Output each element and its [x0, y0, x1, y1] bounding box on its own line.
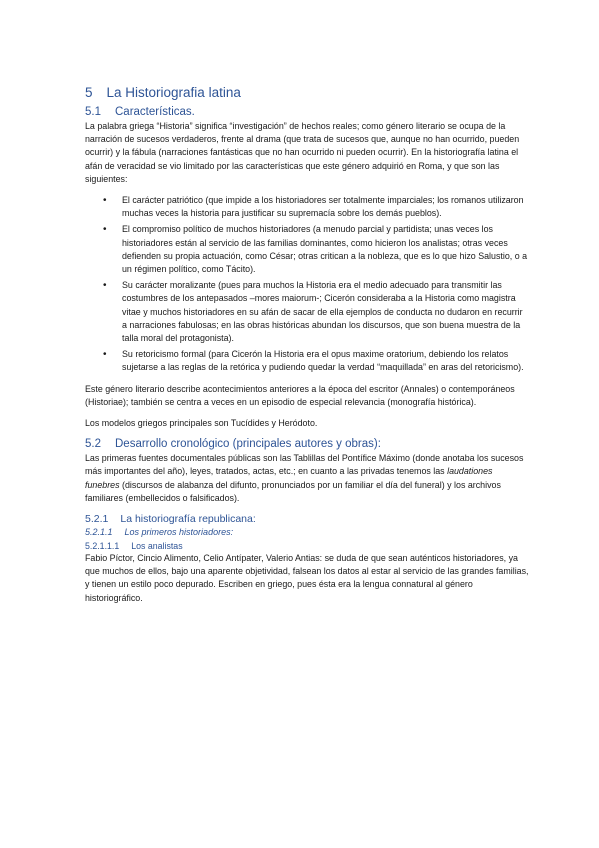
heading-5-2-1-number: 5.2.1 — [85, 513, 109, 526]
sources-text-a: Las primeras fuentes documentales públicas son las Tablillas del Pontífice Máximo (donde anotaba los sucesos más importantes del año), leyes, tratados, actas, etc.; en cuanto a las privadas tenemos las — [85, 453, 524, 477]
heading-5-1-number: 5.1 — [85, 106, 101, 118]
heading-5-2-1-1-1-title: Los analistas — [131, 541, 183, 552]
list-item-text: El carácter patriótico (que impide a los historiadores ser totalmente imparciales; los romanos utilizaron muchas veces la historia para justificar su supremacía sobre los demás pueblos). — [122, 195, 524, 219]
heading-5-2-title: Desarrollo cronológico (principales autores y obras): — [115, 438, 381, 451]
list-item-text: Su retoricismo formal (para Cicerón la Historia era el opus maxime oratorium, debiendo los relatos sujetarse a las reglas de la retórica y pudiendo quedar la verdad “maquillada” en aras del retoricismo). — [122, 349, 524, 373]
heading-1-title: La Historiografia latina — [106, 85, 241, 100]
list-item-text: Su carácter moralizante (pues para muchos la Historia era el medio adecuado para transmitir las costumbres de los antepasados –mores maiorum-; Cicerón consideraba a la Historia como magistra vitae y muchos historiadores en su afán de sacar de ella ejemplos de conducta no dudaron en recurrir a narraciones fabulosas; en las obras históricas abundan los discursos, que son buena muestra de la talla moral del protagonista). — [122, 280, 523, 344]
intro-paragraph: La palabra griega “Historia” significa “investigación” de hechos reales; como género literario se ocupa de la narración de sucesos verdaderos, frente al drama (que trata de sucesos que, aunque no han ocurrido, pueden ocurrir) y la fábula (narraciones fantásticas que no han ocurrido ni pueden ocurrir). En la historiografía latina el afán de veracidad se vio limitado por las características que este género adquirió en Roma, y que son las siguientes: — [85, 121, 520, 184]
list-item — [85, 348, 529, 374]
analistas-paragraph: Fabio Píctor, Cincio Alimento, Celio Antípater, Valerio Antias: se duda de que sean auténticos historiadores, ya que muchos de ellos, bajo una aparente objetividad, falsean los datos al estar al servicio de las grandes familias, y tienen un estilo poco depurado. Escriben en griego, pues ésta era la lengua connatural al género historiográfico. — [85, 553, 529, 603]
list-item — [85, 194, 529, 220]
heading-1 — [85, 85, 529, 100]
heading-5-1-title: Características. — [115, 106, 195, 118]
heading-5-2-1-1-1 — [85, 541, 529, 551]
heading-5-2-1-1 — [85, 527, 529, 537]
list-item-text: El compromiso político de muchos historiadores (a menudo parcial y partidista; unas veces los historiadores están al servicio de las familias dominantes, como hicieron los analistas; otras veces defienden su propia actuación, como César; otras critican a la nobleza, que es lo que hizo Salustio, o a un régimen político, como Tácito). — [122, 224, 528, 275]
heading-5-2-1 — [85, 513, 529, 525]
heading-5-2-1-1-1-number: 5.2.1.1.1 — [85, 541, 120, 552]
bullet-icon: • — [103, 195, 107, 207]
characteristics-list — [85, 194, 529, 375]
heading-5-2-1-title: La historiografía republicana: — [120, 513, 256, 526]
models-paragraph: Los modelos griegos principales son Tucídides y Heródoto. — [85, 418, 318, 429]
sources-paragraph — [85, 452, 529, 505]
heading-5-2-1-1-title: Los primeros historiadores: — [124, 527, 234, 538]
heading-5-2 — [85, 438, 529, 450]
heading-5-2-number: 5.2 — [85, 438, 101, 451]
sources-text-italic: laudationes funebres — [85, 466, 493, 490]
list-item — [85, 279, 529, 345]
bullet-icon: • — [103, 280, 107, 292]
list-item — [85, 223, 529, 276]
heading-5-2-1-1-number: 5.2.1.1 — [85, 527, 113, 538]
sources-text-b: (discursos de alabanza del difunto, pronunciados por un familiar el día del funeral) y los archivos familiares (embellecidos o falsificados). — [85, 479, 501, 503]
bullet-icon: • — [103, 349, 107, 361]
genre-paragraph: Este género literario describe acontecimientos anteriores a la época del escritor (Annales) o contemporáneos (Historiae); también se centra a veces en un episodio de especial relevancia (monografía histórica). — [85, 383, 515, 407]
bullet-icon: • — [103, 224, 107, 236]
heading-5-1 — [85, 106, 529, 118]
heading-1-number: 5 — [85, 85, 93, 100]
